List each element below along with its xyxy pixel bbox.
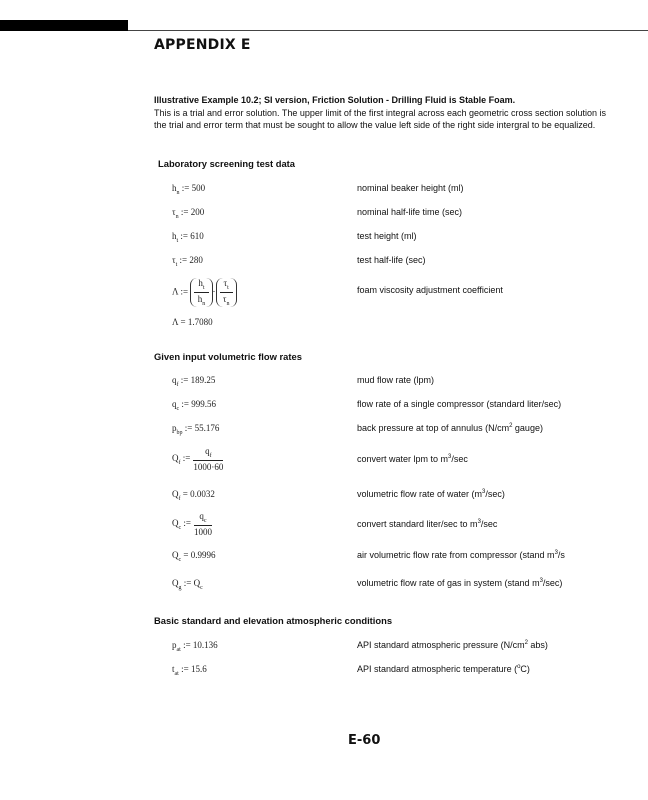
description: back pressure at top of annulus ($N/cm^2$ gauge) (357, 423, 543, 433)
atm-row-tat (0, 664, 648, 680)
description: API standard atmospheric temperature ($^o$C) (357, 664, 530, 674)
fraction: $\frac{q_c}{1000}$ (194, 511, 212, 537)
intro-body: This is a trial and error solution. The upper limit of the first integral across each geometric cross section solution is the trial and error term that must be sought to allow the value left side of the right side intergral to be equalized. (154, 107, 607, 130)
description: convert water lpm to $m^3/\sec$ (357, 454, 468, 464)
qf-definition (0, 446, 648, 476)
description: API standard atmospheric pressure ($N/cm^2$ abs) (357, 640, 548, 650)
section-lab-heading: Laboratory screening test data (158, 158, 296, 169)
description: convert standard liter/sec to $m^3/\sec$ (357, 519, 498, 529)
flow-row-pbp (0, 423, 648, 439)
equation: $h_t$ := 610 (172, 231, 204, 244)
qc-result (0, 550, 648, 566)
equation: $\tau_n$ := 200 (172, 207, 205, 220)
fraction: $\frac{q_f}{1000\cdot 60}$ (193, 446, 224, 472)
equation: $Q_c = 0.9996$ (172, 550, 216, 563)
equation: $q_f$ := 189.25 (172, 375, 216, 388)
description: foam viscosity adjustment coefficient (357, 285, 503, 295)
lab-row-hn (0, 183, 648, 199)
atm-row-pat (0, 640, 648, 656)
header-rule (128, 30, 648, 31)
lab-row-taun (0, 207, 648, 223)
description: flow rate of a single compressor (standard liter/sec) (357, 399, 562, 409)
equation: $Q_g$ := $Q_c$ (172, 578, 203, 591)
appendix-heading: APPENDIX E (154, 37, 251, 53)
equation: $h_n$ := 500 (172, 183, 206, 196)
section-atm-heading: Basic standard and elevation atmospheric conditions (154, 615, 393, 626)
qf-result (0, 489, 648, 505)
lambda-definition (0, 272, 648, 312)
intro-title: Illustrative Example 10.2; SI version, Friction Solution - Drilling Fluid is Stable Foam. (154, 95, 516, 105)
flow-row-qc (0, 399, 648, 415)
lab-row-ht (0, 231, 648, 247)
header-black-bar (0, 20, 128, 31)
page-number: E-60 (348, 733, 381, 748)
paren-height-ratio: $\frac{h_t}{h_n}$ (190, 278, 212, 307)
lab-row-taut (0, 255, 648, 271)
description: mud flow rate (lpm) (357, 375, 435, 385)
equation: $Q_f = 0.0032$ (172, 489, 215, 502)
qg-definition (0, 578, 648, 594)
equation: $p_{at}$ := 10.136 (172, 640, 218, 653)
equation: Λ = 1.7080 (172, 317, 213, 327)
lambda-result (0, 317, 648, 333)
equation: $q_c$ := 999.56 (172, 399, 216, 412)
equation: $Q_f$ := $\frac{q_f}{1000\cdot 60}$ (172, 446, 224, 472)
equation: $t_{at}$ := 15.6 (172, 664, 207, 677)
equation: $\tau_t$ := 280 (172, 255, 203, 268)
description: volumetric flow rate of water $(m^3/\sec)$ (357, 489, 505, 499)
section-flow-heading: Given input volumetric flow rates (154, 351, 302, 362)
description: test half-life (sec) (357, 255, 426, 265)
qc-definition (0, 511, 648, 541)
description: volumetric flow rate of gas in system (stand $m^3/\sec$) (357, 578, 563, 588)
description: nominal half-life time (sec) (357, 207, 463, 217)
intro-paragraph (154, 94, 614, 132)
equation: $Q_c$ := $\frac{q_c}{1000}$ (172, 511, 212, 537)
flow-row-qf (0, 375, 648, 391)
paren-time-ratio: $\frac{\tau_t}{\tau_n}$ (216, 278, 237, 307)
lambda-equation: Λ := $\frac{h_t}{h_n}$ · $\frac{\tau_t}{\tau_n}$ (172, 278, 237, 307)
description: nominal beaker height (ml) (357, 183, 464, 193)
description: air volumetric flow rate from compressor (stand $m^3/s$ (357, 550, 565, 560)
equation: $p_{bp}$ := 55.176 (172, 423, 220, 436)
description: test height (ml) (357, 231, 417, 241)
